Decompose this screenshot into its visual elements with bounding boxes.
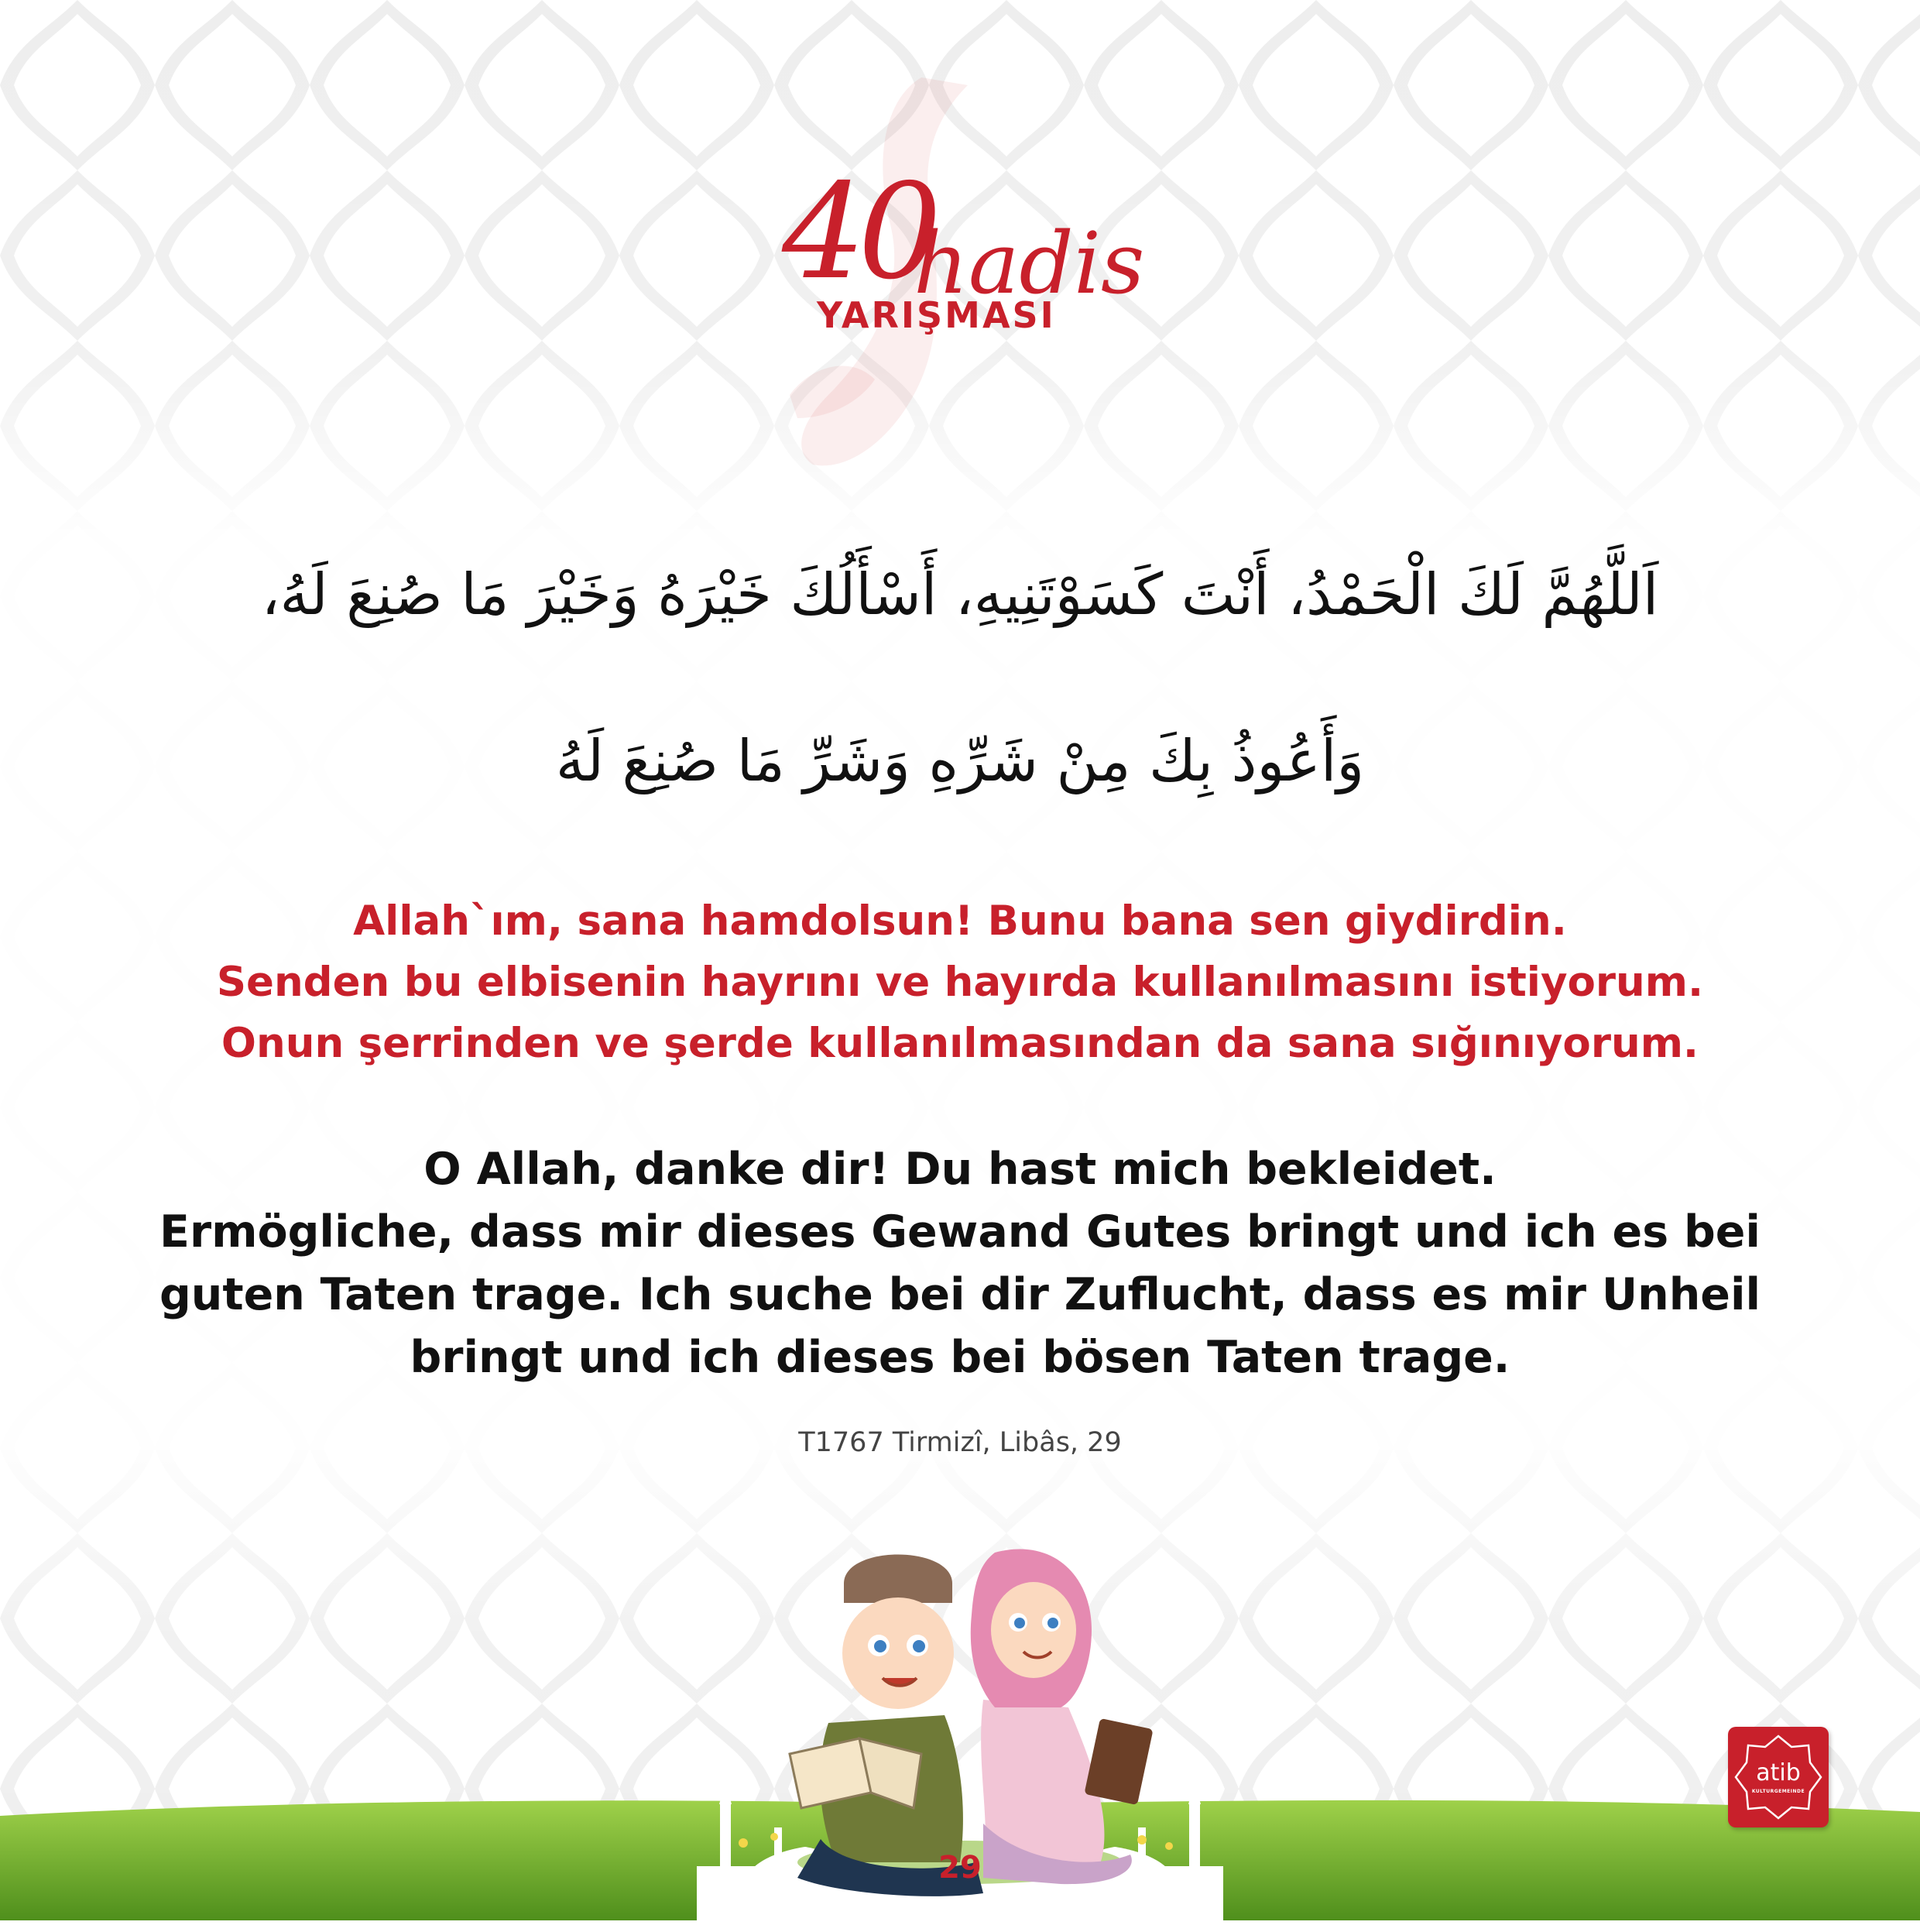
page-number: 29 (938, 1850, 982, 1886)
german-line: Ermögliche, dass mir dieses Gewand Gutes bringt und ich es bei (159, 1206, 1761, 1258)
turkish-line: Onun şerrinden ve şerde kullanılmasından da sana sığınıyorum. (221, 1020, 1699, 1067)
hadith-reference: T1767 Tirmizî, Libâs, 29 (798, 1427, 1122, 1458)
german-line: O Allah, danke dir! Du hast mich bekleidet. (423, 1144, 1497, 1195)
german-line: guten Taten trage. Ich suche bei dir Zuflucht, dass es mir Unheil (159, 1269, 1761, 1320)
atib-logo (1728, 1727, 1829, 1827)
arabic-prayer-line-2: وَأَعُوذُ بِكَ مِنْ شَرِّهِ وَشَرِّ مَا صُنِعَ لَهُ (555, 728, 1365, 794)
german-line: bringt und ich dieses bei bösen Taten trage. (410, 1332, 1510, 1383)
turkish-line: Senden bu elbisenin hayrını ve hayırda kullanılmasını istiyorum. (216, 959, 1704, 1006)
turkish-line: Allah`ım, sana hamdolsun! Bunu bana sen giydirdin. (353, 897, 1567, 945)
atib-name: atib (1756, 1759, 1801, 1786)
arabic-prayer-line-1: اَللَّهُمَّ لَكَ الْحَمْدُ، أَنْتَ كَسَوْتَنِيهِ، أَسْأَلُكَ خَيْرَهُ وَخَيْرَ مَا صُنِعَ لَهُ، (261, 561, 1659, 628)
logo-word: hadis (914, 214, 1145, 313)
logo-number: 40 (782, 156, 934, 309)
atib-subtitle: KULTURGEMEINDE (1751, 1789, 1805, 1794)
logo-subtitle: YARIŞMASI (817, 294, 1056, 336)
